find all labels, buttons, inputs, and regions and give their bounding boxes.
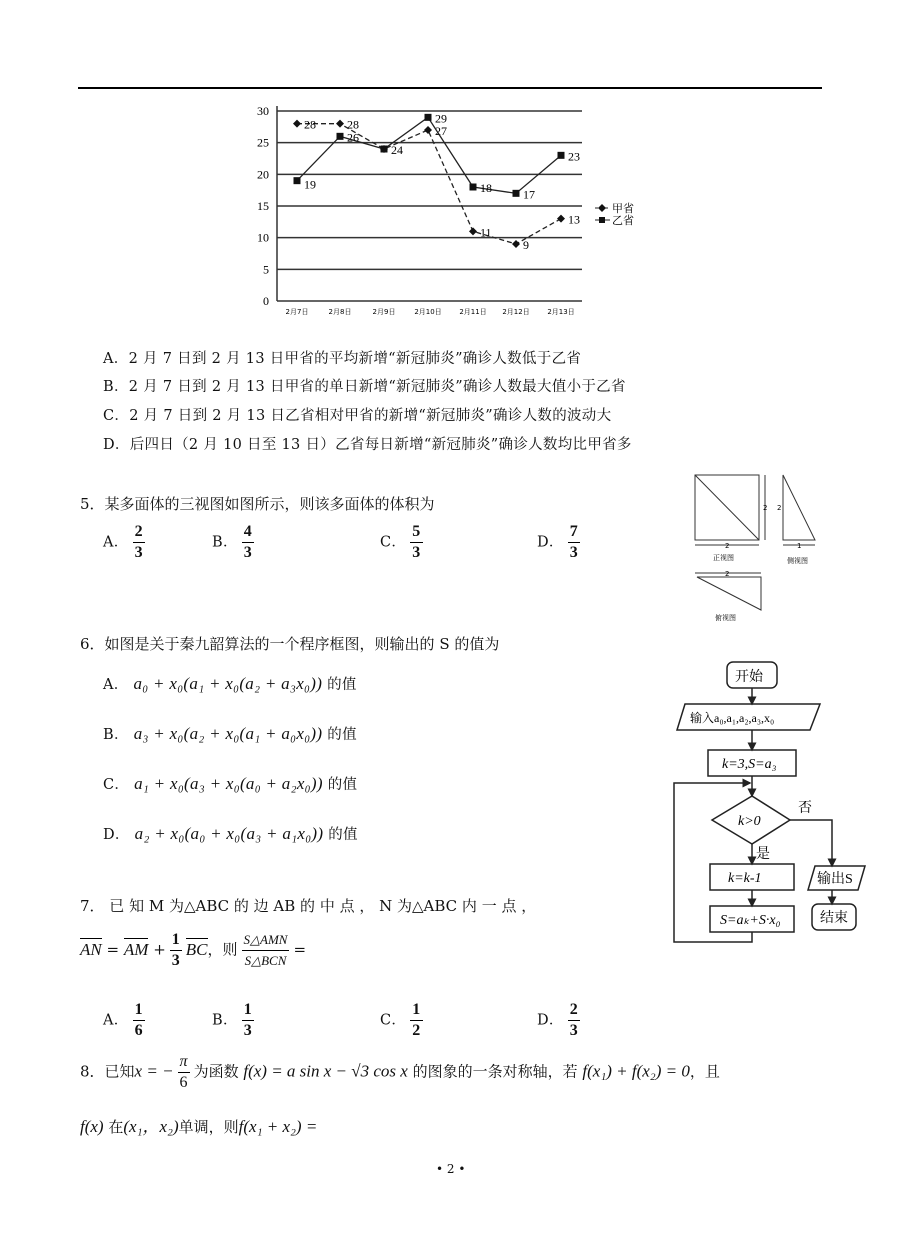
output-label: 输出S: [817, 872, 853, 887]
series-line-甲省: [297, 124, 561, 244]
data-point-diamond: [293, 120, 301, 128]
legend-marker-square: [599, 217, 605, 223]
q6-option-c: C． a₁ + x₀(a₃ + x₀(a₀ + a₂x₀)) 的值: [103, 774, 358, 793]
q7-option-b: B． $\frac{1}{3}$: [212, 1001, 253, 1039]
data-point-square: [294, 177, 301, 184]
three-view-figure: [675, 465, 830, 625]
no-label: 否: [798, 801, 812, 816]
data-label: 17: [523, 187, 535, 202]
q5-stem: 5．某多面体的三视图如图所示，则该多面体的体积为: [80, 495, 435, 513]
data-label: 23: [568, 149, 580, 164]
data-label: 27: [435, 124, 447, 138]
q6-option-a: A． a₀ + x₀(a₁ + x₀(a₂ + a₃x₀)) 的值: [103, 674, 357, 693]
q7-stem: 7． 已 知 M 为△ABC 的 边 AB 的 中 点 ， N 为△ABC 内 一 点 ，: [80, 897, 537, 915]
line-chart: [250, 100, 650, 325]
y-tick-label: 5: [263, 262, 269, 277]
data-point-square: [513, 190, 520, 197]
q8-line1: 8．已知x = − $\frac{\pi}{6}$ 为函数 f(x) = a sin x − √3 cos x 的图象的一条对称轴，若 f(x₁) + f(x₂) = 0，且: [80, 1053, 720, 1091]
data-point-diamond: [557, 215, 565, 223]
side-view-triangle: [783, 475, 815, 540]
data-label: 26: [347, 130, 359, 145]
q8-line2: f(x) 在(x₁，x₂)单调，则f(x₁ + x₂) =: [80, 1117, 318, 1136]
data-point-square: [337, 133, 344, 140]
front-view-diagonal: [695, 475, 759, 540]
x-tick-label: 2月12日: [502, 308, 530, 316]
y-tick-label: 15: [257, 199, 269, 213]
y-tick-label: 30: [257, 104, 269, 118]
x-tick-label: 2月13日: [547, 308, 575, 316]
q5-option-b: B． $\frac{4}{3}$: [212, 523, 253, 561]
y-tick-label: 20: [257, 167, 269, 182]
data-label: 28: [347, 117, 359, 132]
q7-formula: AN = AM + $\frac{1}{3}$ BC，则 $\frac{\text{S△AMN}}{\text{S△BCN}}$ =: [80, 931, 307, 969]
step1-label: k=k-1: [728, 871, 762, 886]
x-tick-label: 2月8日: [328, 308, 352, 316]
data-point-square: [558, 152, 565, 159]
data-point-square: [470, 184, 477, 191]
legend-label: 甲省: [612, 202, 634, 215]
flowchart: [660, 640, 880, 950]
legend-label: 乙省: [612, 214, 634, 227]
x-tick-label: 2月7日: [285, 308, 309, 316]
y-tick-label: 25: [257, 135, 269, 150]
data-label: 9: [523, 238, 529, 252]
data-label: 18: [480, 181, 492, 195]
top-view-triangle: [697, 577, 761, 610]
start-label: 开始: [735, 670, 763, 685]
q4-option-a: A．2 月 7 日到 2 月 13 日甲省的平均新增“新冠肺炎”确诊人数低于乙省: [103, 351, 582, 367]
q6-stem: 6．如图是关于秦九韶算法的一个程序框图，则输出的 S 的值为: [80, 635, 500, 653]
dim-label: 1: [797, 542, 802, 550]
step2-label: S=aₖ+S·x₀: [720, 913, 781, 928]
q4-option-b: B．2 月 7 日到 2 月 13 日甲省的单日新增“新冠肺炎”确诊人数最大值小于乙省: [103, 379, 626, 395]
q4-option-d: D．后四日（2 月 10 日至 13 日）乙省每日新增“新冠肺炎”确诊人数均比甲省多: [103, 437, 632, 453]
dim-label: 2: [763, 504, 768, 512]
q7-option-a: A． $\frac{1}{6}$: [103, 1001, 143, 1039]
q5-option-a: A． $\frac{2}{3}$: [103, 523, 143, 561]
data-point-diamond: [512, 240, 520, 248]
page-number: • 2 •: [436, 1162, 466, 1176]
q7-option-c: C． $\frac{1}{2}$: [380, 1001, 421, 1039]
data-point-diamond: [336, 120, 344, 128]
legend-marker-diamond: [598, 204, 606, 212]
data-point-square: [425, 114, 432, 121]
data-label: 24: [391, 143, 403, 157]
data-label: 29: [435, 111, 447, 126]
side-view-label: 侧视图: [787, 557, 808, 565]
data-point-diamond: [469, 227, 477, 235]
top-view-label: 俯视图: [715, 614, 736, 622]
q5-option-d: D． $\frac{7}{3}$: [537, 523, 579, 561]
q6-option-d: D． a₂ + x₀(a₀ + x₀(a₃ + a₁x₀)) 的值: [103, 824, 358, 843]
dim-label: 2: [777, 504, 782, 512]
header-rule: [78, 87, 822, 89]
data-label: 13: [568, 212, 580, 227]
data-label: 11: [480, 225, 492, 240]
yes-label: 是: [756, 847, 770, 862]
q7-option-d: D． $\frac{2}{3}$: [537, 1001, 579, 1039]
q6-option-b: B． a₃ + x₀(a₂ + x₀(a₁ + a₀x₀)) 的值: [103, 724, 357, 743]
x-tick-label: 2月9日: [372, 308, 396, 316]
data-point-diamond: [424, 126, 432, 134]
y-tick-label: 10: [257, 230, 269, 245]
end-label: 结束: [820, 911, 848, 926]
front-view-label: 正视图: [713, 554, 734, 562]
q5-option-c: C． $\frac{5}{3}$: [380, 523, 421, 561]
input-label: 输入a₀,a₁,a₂,a₃,x₀: [690, 711, 775, 725]
q4-option-c: C．2 月 7 日到 2 月 13 日乙省相对甲省的新增“新冠肺炎”确诊人数的波动大: [103, 408, 612, 424]
dim-label: 2: [725, 570, 730, 578]
x-tick-label: 2月10日: [414, 308, 442, 316]
data-label: 19: [304, 177, 316, 192]
x-tick-label: 2月11日: [459, 308, 487, 316]
init-label: k=3,S=a₃: [722, 757, 777, 772]
y-tick-label: 0: [263, 294, 269, 308]
dim-label: 2: [725, 542, 730, 550]
condition-label: k>0: [738, 814, 761, 829]
data-label: 28: [304, 117, 316, 132]
data-point-square: [381, 146, 388, 153]
